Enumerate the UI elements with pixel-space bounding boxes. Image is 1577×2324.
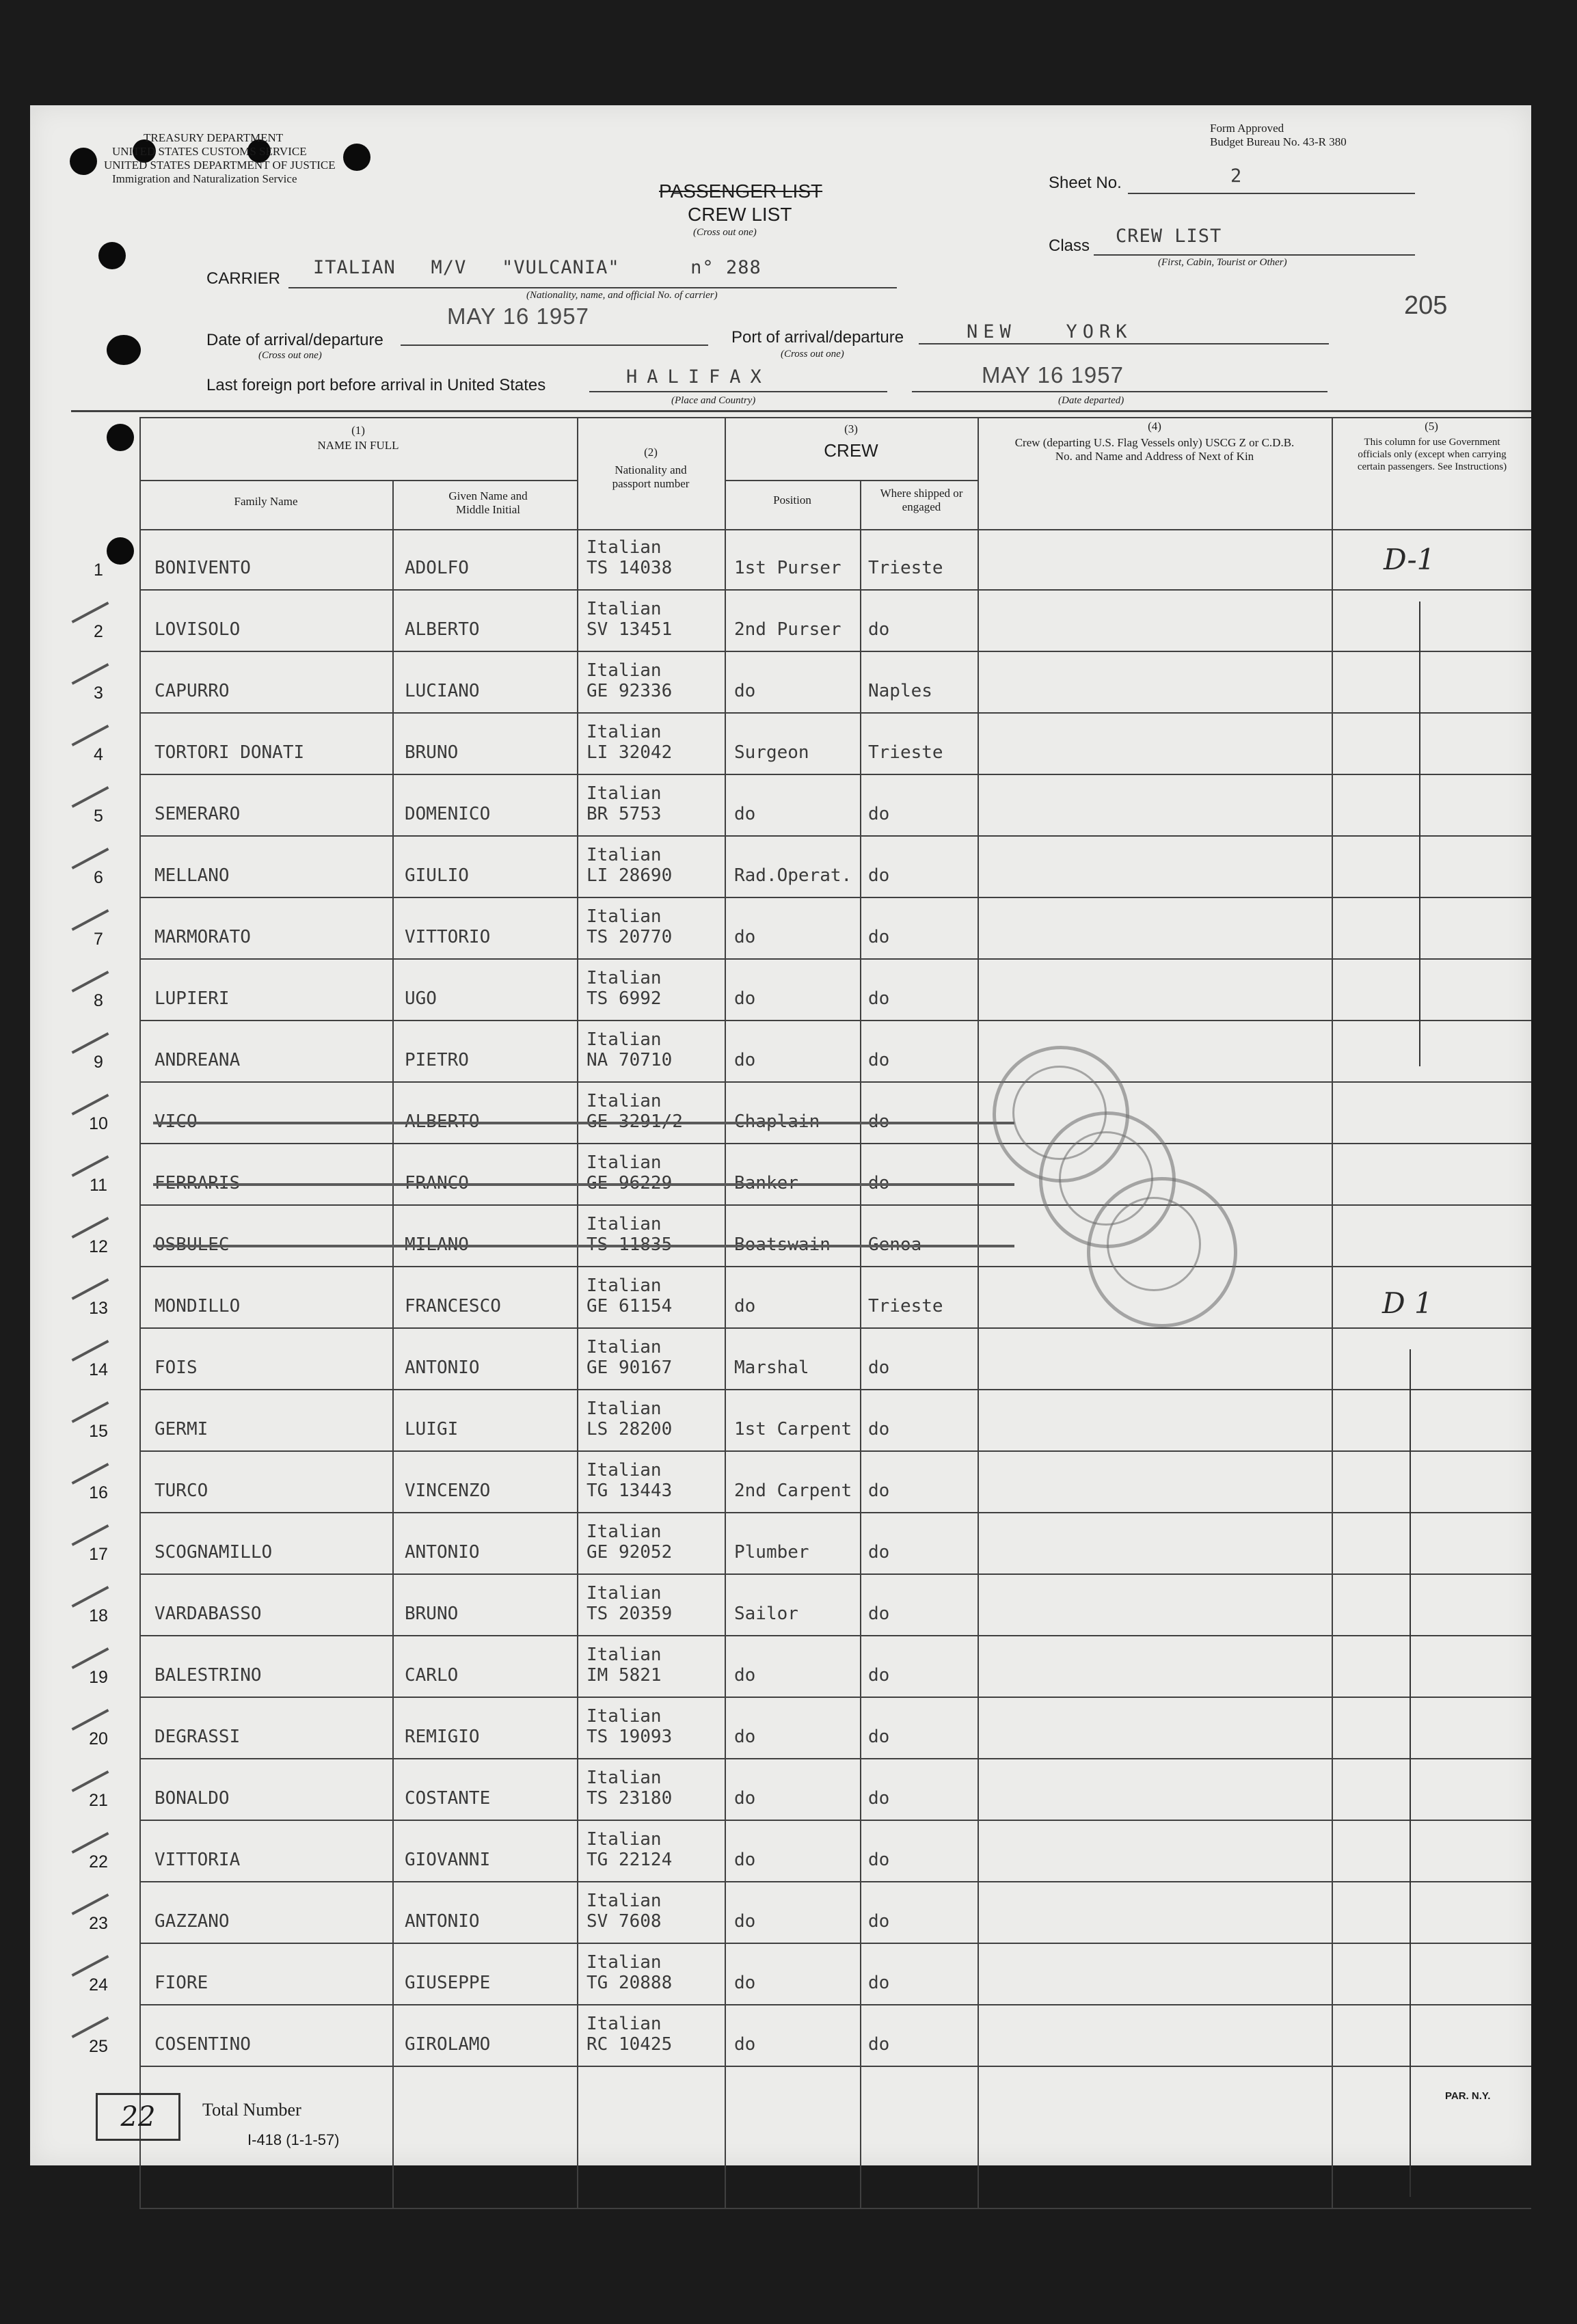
row-number: 14	[89, 1360, 108, 1379]
family-name: BALESTRINO	[154, 1665, 262, 1686]
where-shipped: do	[868, 1911, 890, 1932]
col-where-shipped: Where shipped or engaged	[880, 487, 963, 513]
row-number: 2	[94, 622, 103, 641]
crew-position: do	[734, 681, 756, 701]
form-number: I-418 (1-1-57)	[247, 2131, 340, 2148]
where-shipped: do	[868, 1604, 890, 1624]
col5-title: This column for use Government officials only (except when carrying certain passengers. See Instructions)	[1357, 437, 1507, 472]
family-name: VARDABASSO	[154, 1604, 262, 1624]
family-name: CAPURRO	[154, 681, 230, 701]
nationality: Italian	[587, 1522, 662, 1542]
passport-number: NA 70710	[587, 1050, 673, 1070]
table-row	[30, 1452, 1531, 1513]
passport-number: TS 19093	[587, 1727, 673, 1747]
port-value: NEW YORK	[967, 321, 1133, 342]
table-row	[30, 1821, 1531, 1882]
title-passenger-list: PASSENGER LIST	[659, 180, 823, 202]
passport-number: LI 28690	[587, 865, 673, 886]
row-number: 13	[89, 1299, 108, 1318]
where-shipped: do	[868, 1419, 890, 1440]
given-name: LUIGI	[405, 1419, 459, 1440]
given-name: FRANCESCO	[405, 1296, 501, 1316]
where-shipped: do	[868, 804, 890, 824]
row-number: 25	[89, 2037, 108, 2056]
printer-mark: PAR. N.Y.	[1445, 2090, 1491, 2102]
table-row	[30, 591, 1531, 652]
row-number: 1	[94, 560, 103, 580]
check-mark	[72, 1647, 109, 1669]
table-row	[30, 529, 1531, 591]
table-row	[30, 1144, 1531, 1206]
check-mark	[72, 848, 109, 869]
family-name: DEGRASSI	[154, 1727, 241, 1747]
family-name: GERMI	[154, 1419, 208, 1440]
crew-list-sheet	[30, 105, 1531, 2165]
passport-number: TS 20770	[587, 927, 673, 947]
table-row	[30, 1759, 1531, 1821]
where-shipped: do	[868, 1542, 890, 1563]
nationality: Italian	[587, 599, 662, 619]
passport-number: TS 14038	[587, 558, 673, 578]
given-name: GIULIO	[405, 865, 469, 886]
nationality: Italian	[587, 1337, 662, 1357]
given-name: REMIGIO	[405, 1727, 480, 1747]
table-row	[30, 1575, 1531, 1636]
given-name: GIOVANNI	[405, 1850, 491, 1870]
family-name: BONIVENTO	[154, 558, 251, 578]
row-number: 23	[89, 1914, 108, 1933]
nationality: Italian	[587, 1891, 662, 1911]
nationality: Italian	[587, 968, 662, 988]
row-number: 21	[89, 1791, 108, 1810]
table-row	[30, 1206, 1531, 1267]
passport-number: GE 92336	[587, 681, 673, 701]
where-shipped: do	[868, 988, 890, 1009]
row-number: 18	[89, 1606, 108, 1625]
given-name: VITTORIO	[405, 927, 491, 947]
crew-position: do	[734, 1788, 756, 1809]
check-mark	[72, 1586, 109, 1608]
crew-position: do	[734, 1296, 756, 1316]
departed-hint: (Date departed)	[1058, 395, 1124, 406]
where-shipped: do	[868, 2034, 890, 2055]
col-position: Position	[773, 494, 811, 506]
row-number: 24	[89, 1975, 108, 1995]
crew-position: do	[734, 1850, 756, 1870]
check-mark	[72, 1770, 109, 1792]
family-name: BONALDO	[154, 1788, 230, 1809]
cross-out-hint: (Cross out one)	[781, 349, 844, 360]
where-shipped: do	[868, 1050, 890, 1070]
class-hint: (First, Cabin, Tourist or Other)	[1158, 257, 1287, 268]
row-number: 22	[89, 1852, 108, 1872]
check-mark	[72, 1094, 109, 1116]
check-mark	[72, 1032, 109, 1054]
family-name: MELLANO	[154, 865, 230, 886]
passport-number: LI 32042	[587, 742, 673, 763]
title-crew-list: CREW LIST	[688, 204, 792, 225]
table-row	[30, 1882, 1531, 1944]
col2-num: (2)	[644, 446, 658, 459]
where-shipped: Trieste	[868, 558, 943, 578]
table-row	[30, 1267, 1531, 1329]
arrival-date-stamp: MAY 16 1957	[447, 303, 589, 329]
page-number: 205	[1404, 291, 1448, 320]
passport-number: TS 6992	[587, 988, 662, 1009]
where-shipped: do	[868, 1788, 890, 1809]
where-shipped: do	[868, 619, 890, 640]
col4-title: Crew (departing U.S. Flag Vessels only) USCG Z or C.D.B. No. and Name and Address of Next of Kin	[1014, 436, 1295, 463]
table-row	[30, 1698, 1531, 1759]
table-row	[30, 1944, 1531, 2005]
crew-position: 2nd Purser	[734, 619, 841, 640]
last-port-value: HALIFAX	[626, 366, 771, 388]
row-number: 6	[94, 868, 103, 887]
col1-num: (1)	[351, 424, 365, 437]
nationality: Italian	[587, 1399, 662, 1419]
carrier-label: CARRIER	[206, 269, 281, 288]
check-mark	[72, 1709, 109, 1731]
passport-number: TS 23180	[587, 1788, 673, 1809]
given-name: VINCENZO	[405, 1481, 491, 1501]
family-name: FOIS	[154, 1357, 198, 1378]
passport-number: TG 20888	[587, 1973, 673, 1993]
table-row	[30, 1636, 1531, 1698]
given-name: LUCIANO	[405, 681, 480, 701]
row-number: 12	[89, 1237, 108, 1256]
given-name: UGO	[405, 988, 437, 1009]
given-name: PIETRO	[405, 1050, 469, 1070]
cross-out-hint: (Cross out one)	[258, 350, 322, 361]
where-shipped: do	[868, 1727, 890, 1747]
nationality: Italian	[587, 1706, 662, 1727]
family-name: TORTORI DONATI	[154, 742, 305, 763]
table-row	[30, 1329, 1531, 1390]
sheet-value: 2	[1230, 165, 1243, 187]
col3-num: (3)	[844, 422, 858, 435]
crew-position: do	[734, 2034, 756, 2055]
crew-position: Rad.Operat.	[734, 865, 852, 886]
given-name: ADOLFO	[405, 558, 469, 578]
given-name: CARLO	[405, 1665, 459, 1686]
col5-num: (5)	[1425, 420, 1438, 433]
family-name: COSENTINO	[154, 2034, 251, 2055]
crew-position: do	[734, 988, 756, 1009]
last-port-hint: (Place and Country)	[671, 395, 756, 406]
crew-position: do	[734, 927, 756, 947]
arrival-label: Date of arrival/departure	[206, 331, 383, 349]
check-mark	[72, 1401, 109, 1423]
table-row	[30, 775, 1531, 837]
crew-position: do	[734, 804, 756, 824]
passport-number: BR 5753	[587, 804, 662, 824]
row-number: 20	[89, 1729, 108, 1748]
punch-hole	[70, 148, 97, 175]
carrier-value: ITALIAN M/V "VULCANIA" n° 288	[313, 257, 761, 278]
nationality: Italian	[587, 1829, 662, 1850]
d1-annotation: D 1	[1382, 1286, 1433, 1320]
given-name: COSTANTE	[405, 1788, 491, 1809]
row-number: 11	[90, 1176, 107, 1195]
crew-position: 1st Carpent	[734, 1419, 852, 1440]
passport-number: IM 5821	[587, 1665, 662, 1686]
family-name: ANDREANA	[154, 1050, 241, 1070]
row-number: 7	[94, 930, 103, 949]
crew-position: do	[734, 1050, 756, 1070]
row-number: 3	[94, 684, 103, 703]
agency-line: UNITED STATES DEPARTMENT OF JUSTICE	[104, 159, 336, 172]
crew-position: Surgeon	[734, 742, 809, 763]
check-mark	[72, 1155, 109, 1177]
given-name: ANTONIO	[405, 1357, 480, 1378]
where-shipped: do	[868, 1973, 890, 1993]
nationality: Italian	[587, 1645, 662, 1665]
check-mark	[72, 1524, 109, 1546]
where-shipped: do	[868, 1357, 890, 1378]
row-number: 16	[89, 1483, 108, 1502]
cross-out-hint: (Cross out one)	[693, 227, 757, 238]
table-row	[30, 960, 1531, 1021]
family-name: GAZZANO	[154, 1911, 230, 1932]
nationality: Italian	[587, 1583, 662, 1604]
nationality: Italian	[587, 1214, 662, 1234]
family-name: LUPIERI	[154, 988, 230, 1009]
row-number: 15	[89, 1422, 108, 1441]
cancel-strike-line	[153, 1122, 1014, 1124]
check-mark	[72, 1217, 109, 1239]
given-name: GIUSEPPE	[405, 1973, 491, 1993]
given-name: BRUNO	[405, 1604, 459, 1624]
col1-title: NAME IN FULL	[317, 439, 399, 452]
check-mark	[72, 1893, 109, 1915]
consulate-seal-stamp	[1087, 1177, 1237, 1327]
family-name: FIORE	[154, 1973, 208, 1993]
given-name: ANTONIO	[405, 1911, 480, 1932]
check-mark	[72, 1340, 109, 1362]
col3-title: CREW	[824, 440, 878, 461]
passport-number: TG 13443	[587, 1481, 673, 1501]
last-port-label: Last foreign port before arrival in United States	[206, 376, 546, 394]
carrier-hint: (Nationality, name, and official No. of carrier)	[526, 290, 718, 301]
check-mark	[72, 971, 109, 992]
cancel-strike-line	[153, 1183, 1014, 1186]
given-name: BRUNO	[405, 742, 459, 763]
agency-line: UNITED STATES CUSTOMS SERVICE	[112, 145, 307, 158]
punch-hole	[107, 424, 134, 451]
table-row	[30, 1021, 1531, 1083]
nationality: Italian	[587, 1275, 662, 1296]
where-shipped: do	[868, 1665, 890, 1686]
col-family-name: Family Name	[234, 495, 298, 508]
family-name: MARMORATO	[154, 927, 251, 947]
col-given-name: Given Name and Middle Initial	[448, 489, 528, 516]
given-name: ANTONIO	[405, 1542, 480, 1563]
check-mark	[72, 1463, 109, 1485]
check-mark	[72, 1955, 109, 1977]
departed-date-stamp: MAY 16 1957	[982, 362, 1124, 388]
form-approved: Form Approved	[1210, 122, 1284, 135]
table-row	[30, 2005, 1531, 2067]
row-number: 10	[89, 1114, 108, 1133]
family-name: SCOGNAMILLO	[154, 1542, 273, 1563]
table-row	[30, 714, 1531, 775]
table-row	[30, 898, 1531, 960]
col2-title: Nationality and passport number	[612, 463, 690, 490]
class-value: CREW LIST	[1116, 226, 1222, 247]
budget-bureau: Budget Bureau No. 43-R 380	[1210, 135, 1347, 148]
punch-hole	[343, 144, 370, 171]
cancel-strike-line	[153, 1245, 1014, 1247]
given-name: GIROLAMO	[405, 2034, 491, 2055]
nationality: Italian	[587, 722, 662, 742]
port-label: Port of arrival/departure	[731, 328, 904, 347]
d1-annotation: D-1	[1384, 543, 1436, 576]
col4-num: (4)	[1148, 420, 1161, 433]
sheet-label: Sheet No.	[1049, 174, 1122, 192]
table-row	[30, 1083, 1531, 1144]
crew-position: 1st Purser	[734, 558, 841, 578]
nationality: Italian	[587, 1091, 662, 1111]
punch-hole	[107, 335, 141, 365]
family-name: MONDILLO	[154, 1296, 241, 1316]
where-shipped: Trieste	[868, 742, 943, 763]
passport-number: SV 13451	[587, 619, 673, 640]
where-shipped: Trieste	[868, 1296, 943, 1316]
passport-number: TS 20359	[587, 1604, 673, 1624]
row-number: 19	[89, 1668, 108, 1687]
row-number: 8	[94, 991, 103, 1010]
table-row	[30, 837, 1531, 898]
crew-position: do	[734, 1973, 756, 1993]
where-shipped: do	[868, 1481, 890, 1501]
family-name: TURCO	[154, 1481, 208, 1501]
nationality: Italian	[587, 845, 662, 865]
check-mark	[72, 663, 109, 685]
table-row	[30, 652, 1531, 714]
check-mark	[72, 2016, 109, 2038]
given-name: ALBERTO	[405, 619, 480, 640]
crew-position: do	[734, 1665, 756, 1686]
class-label: Class	[1049, 237, 1090, 255]
table-row	[30, 1390, 1531, 1452]
passport-number: LS 28200	[587, 1419, 673, 1440]
where-shipped: Naples	[868, 681, 932, 701]
check-mark	[72, 1832, 109, 1854]
where-shipped: do	[868, 1850, 890, 1870]
nationality: Italian	[587, 1768, 662, 1788]
nationality: Italian	[587, 537, 662, 558]
nationality: Italian	[587, 906, 662, 927]
family-name: VITTORIA	[154, 1850, 241, 1870]
nationality: Italian	[587, 1460, 662, 1481]
passport-number: RC 10425	[587, 2034, 673, 2055]
passport-number: SV 7608	[587, 1911, 662, 1932]
where-shipped: do	[868, 927, 890, 947]
crew-position: Marshal	[734, 1357, 809, 1378]
crew-position: Plumber	[734, 1542, 809, 1563]
family-name: SEMERARO	[154, 804, 241, 824]
check-mark	[72, 725, 109, 746]
passport-number: TG 22124	[587, 1850, 673, 1870]
check-mark	[72, 786, 109, 808]
total-label: Total Number	[202, 2100, 301, 2120]
row-number: 4	[94, 745, 103, 764]
agency-line: Immigration and Naturalization Service	[112, 172, 297, 185]
passport-number: GE 92052	[587, 1542, 673, 1563]
passport-number: GE 90167	[587, 1357, 673, 1378]
where-shipped: do	[868, 865, 890, 886]
family-name: LOVISOLO	[154, 619, 241, 640]
check-mark	[72, 909, 109, 931]
check-mark	[72, 602, 109, 623]
row-number: 17	[89, 1545, 108, 1564]
nationality: Italian	[587, 1029, 662, 1050]
given-name: DOMENICO	[405, 804, 491, 824]
nationality: Italian	[587, 660, 662, 681]
table-row	[30, 1513, 1531, 1575]
nationality: Italian	[587, 783, 662, 804]
crew-position: do	[734, 1727, 756, 1747]
crew-position: Sailor	[734, 1604, 798, 1624]
passport-number: GE 61154	[587, 1296, 673, 1316]
crew-position: do	[734, 1911, 756, 1932]
punch-hole	[98, 242, 126, 269]
total-number-box: 22	[96, 2093, 180, 2141]
nationality: Italian	[587, 1152, 662, 1173]
agency-line: TREASURY DEPARTMENT	[144, 131, 284, 144]
nationality: Italian	[587, 1952, 662, 1973]
row-number: 9	[94, 1053, 103, 1072]
crew-position: 2nd Carpent	[734, 1481, 852, 1501]
nationality: Italian	[587, 2014, 662, 2034]
row-number: 5	[94, 807, 103, 826]
check-mark	[72, 1278, 109, 1300]
